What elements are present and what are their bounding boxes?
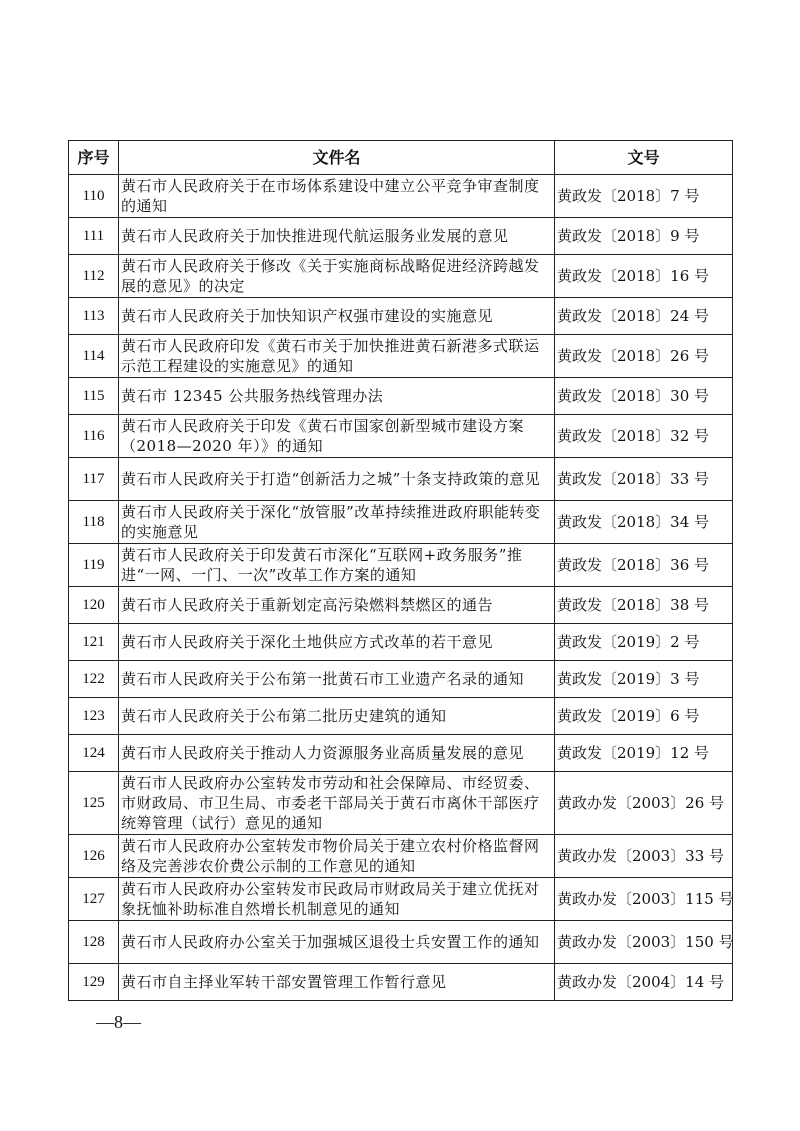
- row-serial-number: 119: [69, 544, 119, 587]
- row-serial-number: 113: [69, 298, 119, 335]
- table-row: [69, 175, 733, 218]
- header-serial-number: 序号: [69, 141, 119, 175]
- row-document-number: 黄政发〔2018〕36 号: [555, 544, 733, 587]
- row-serial-number: 129: [69, 964, 119, 1001]
- row-file-name: 黄石市人民政府办公室转发市物价局关于建立农村价格监督网络及完善涉农价费公示制的工作意见的通知: [119, 835, 555, 878]
- table-row: [69, 587, 733, 624]
- table-row: [69, 298, 733, 335]
- row-serial-number: 116: [69, 415, 119, 458]
- row-file-name: 黄石市人民政府关于公布第二批历史建筑的通知: [119, 698, 555, 735]
- table-row: [69, 661, 733, 698]
- row-serial-number: 110: [69, 175, 119, 218]
- table-header-row: [69, 141, 733, 175]
- row-document-number: 黄政发〔2018〕9 号: [555, 218, 733, 255]
- row-serial-number: 125: [69, 772, 119, 835]
- table-row: [69, 378, 733, 415]
- row-file-name: 黄石市人民政府关于打造“创新活力之城”十条支持政策的意见: [119, 458, 555, 501]
- row-file-name: 黄石市人民政府关于推动人力资源服务业高质量发展的意见: [119, 735, 555, 772]
- table-body: [69, 175, 733, 1001]
- row-document-number: 黄政发〔2019〕12 号: [555, 735, 733, 772]
- table-row: [69, 415, 733, 458]
- table-row: [69, 878, 733, 921]
- table-row: [69, 544, 733, 587]
- table-row: [69, 335, 733, 378]
- row-file-name: 黄石市人民政府关于公布第一批黄石市工业遗产名录的通知: [119, 661, 555, 698]
- row-document-number: 黄政发〔2018〕24 号: [555, 298, 733, 335]
- table-row: [69, 835, 733, 878]
- row-serial-number: 115: [69, 378, 119, 415]
- row-file-name: 黄石市人民政府关于深化土地供应方式改革的若干意见: [119, 624, 555, 661]
- page-number: —8—: [96, 1012, 141, 1032]
- table-row: [69, 255, 733, 298]
- row-file-name: 黄石市人民政府关于重新划定高污染燃料禁燃区的通告: [119, 587, 555, 624]
- row-file-name: 黄石市人民政府关于加快推进现代航运服务业发展的意见: [119, 218, 555, 255]
- row-file-name: 黄石市人民政府办公室关于加强城区退役士兵安置工作的通知: [119, 921, 555, 964]
- row-document-number: 黄政发〔2018〕34 号: [555, 501, 733, 544]
- row-file-name: 黄石市人民政府办公室转发市民政局市财政局关于建立优抚对象抚恤补助标准自然增长机制意见的通知: [119, 878, 555, 921]
- row-document-number: 黄政办发〔2003〕150 号: [555, 921, 733, 964]
- row-file-name: 黄石市人民政府关于修改《关于实施商标战略促进经济跨越发展的意见》的决定: [119, 255, 555, 298]
- document-table: [68, 140, 733, 1001]
- row-file-name: 黄石市自主择业军转干部安置管理工作暂行意见: [119, 964, 555, 1001]
- row-document-number: 黄政发〔2019〕6 号: [555, 698, 733, 735]
- row-serial-number: 111: [69, 218, 119, 255]
- row-serial-number: 122: [69, 661, 119, 698]
- row-document-number: 黄政发〔2018〕7 号: [555, 175, 733, 218]
- row-document-number: 黄政发〔2018〕38 号: [555, 587, 733, 624]
- row-document-number: 黄政办发〔2004〕14 号: [555, 964, 733, 1001]
- row-file-name: 黄石市人民政府关于印发《黄石市国家创新型城市建设方案（2018—2020 年）》的通知: [119, 415, 555, 458]
- row-document-number: 黄政发〔2018〕32 号: [555, 415, 733, 458]
- row-serial-number: 123: [69, 698, 119, 735]
- row-serial-number: 120: [69, 587, 119, 624]
- row-serial-number: 124: [69, 735, 119, 772]
- row-file-name: 黄石市人民政府关于在市场体系建设中建立公平竞争审查制度的通知: [119, 175, 555, 218]
- header-document-number: 文号: [555, 141, 733, 175]
- row-serial-number: 112: [69, 255, 119, 298]
- row-document-number: 黄政发〔2018〕33 号: [555, 458, 733, 501]
- row-file-name: 黄石市人民政府关于深化“放管服”改革持续推进政府职能转变的实施意见: [119, 501, 555, 544]
- row-document-number: 黄政办发〔2003〕33 号: [555, 835, 733, 878]
- table-row: [69, 698, 733, 735]
- row-serial-number: 118: [69, 501, 119, 544]
- row-file-name: 黄石市 12345 公共服务热线管理办法: [119, 378, 555, 415]
- row-document-number: 黄政发〔2019〕3 号: [555, 661, 733, 698]
- row-document-number: 黄政办发〔2003〕26 号: [555, 772, 733, 835]
- row-file-name: 黄石市人民政府办公室转发市劳动和社会保障局、市经贸委、市财政局、市卫生局、市委老干部局关于黄石市离休干部医疗统筹管理（试行）意见的通知: [119, 772, 555, 835]
- row-document-number: 黄政发〔2019〕2 号: [555, 624, 733, 661]
- row-serial-number: 128: [69, 921, 119, 964]
- table-row: [69, 501, 733, 544]
- row-document-number: 黄政办发〔2003〕115 号: [555, 878, 733, 921]
- table-row: [69, 458, 733, 501]
- table-row: [69, 218, 733, 255]
- table-row: [69, 735, 733, 772]
- row-document-number: 黄政发〔2018〕16 号: [555, 255, 733, 298]
- row-document-number: 黄政发〔2018〕30 号: [555, 378, 733, 415]
- table-row: [69, 964, 733, 1001]
- table-row: [69, 921, 733, 964]
- row-serial-number: 126: [69, 835, 119, 878]
- row-serial-number: 121: [69, 624, 119, 661]
- header-file-name: 文件名: [119, 141, 555, 175]
- table-row: [69, 772, 733, 835]
- row-serial-number: 127: [69, 878, 119, 921]
- table-row: [69, 624, 733, 661]
- row-file-name: 黄石市人民政府印发《黄石市关于加快推进黄石新港多式联运示范工程建设的实施意见》的通知: [119, 335, 555, 378]
- row-file-name: 黄石市人民政府关于印发黄石市深化“互联网+政务服务”推进“一网、一门、一次”改革工作方案的通知: [119, 544, 555, 587]
- row-serial-number: 117: [69, 458, 119, 501]
- row-file-name: 黄石市人民政府关于加快知识产权强市建设的实施意见: [119, 298, 555, 335]
- row-serial-number: 114: [69, 335, 119, 378]
- row-document-number: 黄政发〔2018〕26 号: [555, 335, 733, 378]
